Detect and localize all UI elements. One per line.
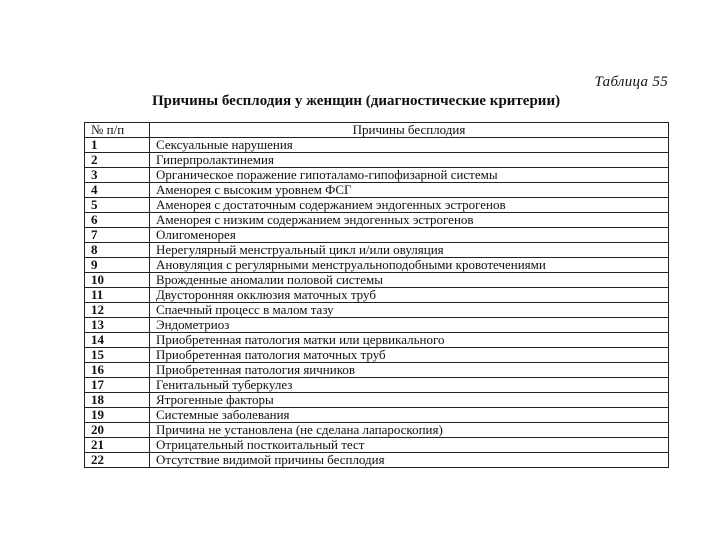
table-row — [85, 168, 669, 183]
table-row — [85, 303, 669, 318]
table-row — [85, 273, 669, 288]
row-number: 2 — [85, 153, 150, 168]
table-row — [85, 348, 669, 363]
header-number: № п/п — [85, 123, 150, 138]
row-cause: Органическое поражение гипоталамо-гипофизарной системы — [150, 168, 669, 183]
row-cause: Олигоменорея — [150, 228, 669, 243]
row-cause: Аменорея с достаточным содержанием эндогенных эстрогенов — [150, 198, 669, 213]
header-cause: Причины бесплодия — [150, 123, 669, 138]
row-cause: Двусторонняя окклюзия маточных труб — [150, 288, 669, 303]
row-cause: Сексуальные нарушения — [150, 138, 669, 153]
row-number: 14 — [85, 333, 150, 348]
row-cause: Аменорея с низким содержанием эндогенных эстрогенов — [150, 213, 669, 228]
row-cause: Спаечный процесс в малом тазу — [150, 303, 669, 318]
row-number: 5 — [85, 198, 150, 213]
table-row — [85, 438, 669, 453]
row-number: 4 — [85, 183, 150, 198]
table-row — [85, 243, 669, 258]
row-number: 7 — [85, 228, 150, 243]
row-cause: Причина не установлена (не сделана лапароскопия) — [150, 423, 669, 438]
table-row — [85, 258, 669, 273]
row-cause: Отсутствие видимой причины бесплодия — [150, 453, 669, 468]
row-cause: Ановуляция с регулярными менструальноподобными кровотечениями — [150, 258, 669, 273]
row-number: 3 — [85, 168, 150, 183]
table-row — [85, 423, 669, 438]
row-number: 11 — [85, 288, 150, 303]
row-number: 19 — [85, 408, 150, 423]
row-number: 12 — [85, 303, 150, 318]
table-row — [85, 363, 669, 378]
row-number: 15 — [85, 348, 150, 363]
table-row — [85, 333, 669, 348]
row-number: 8 — [85, 243, 150, 258]
table-caption: Причины бесплодия у женщин (диагностические критерии) — [152, 93, 561, 109]
row-number: 1 — [85, 138, 150, 153]
row-cause: Нерегулярный менструальный цикл и/или овуляция — [150, 243, 669, 258]
row-number: 13 — [85, 318, 150, 333]
row-number: 6 — [85, 213, 150, 228]
row-cause: Гиперпролактинемия — [150, 153, 669, 168]
row-cause: Аменорея с высоким уровнем ФСГ — [150, 183, 669, 198]
table-number-label: Таблица 55 — [594, 74, 668, 90]
table-row — [85, 153, 669, 168]
row-number: 17 — [85, 378, 150, 393]
row-cause: Эндометриоз — [150, 318, 669, 333]
table-row — [85, 183, 669, 198]
row-number: 10 — [85, 273, 150, 288]
table-row — [85, 393, 669, 408]
row-cause: Генитальный туберкулез — [150, 378, 669, 393]
table-row — [85, 228, 669, 243]
row-number: 22 — [85, 453, 150, 468]
row-cause: Системные заболевания — [150, 408, 669, 423]
row-cause: Приобретенная патология маточных труб — [150, 348, 669, 363]
table-header-row — [85, 123, 669, 138]
infertility-causes-table — [84, 122, 669, 468]
table-row — [85, 288, 669, 303]
row-cause: Приобретенная патология матки или цервикального — [150, 333, 669, 348]
row-cause: Врожденные аномалии половой системы — [150, 273, 669, 288]
row-number: 21 — [85, 438, 150, 453]
table-row — [85, 318, 669, 333]
row-number: 16 — [85, 363, 150, 378]
table-row — [85, 213, 669, 228]
table-row — [85, 198, 669, 213]
table-row — [85, 138, 669, 153]
row-number: 20 — [85, 423, 150, 438]
table-row — [85, 408, 669, 423]
row-cause: Отрицательный посткоитальный тест — [150, 438, 669, 453]
table-row — [85, 378, 669, 393]
row-cause: Приобретенная патология яичников — [150, 363, 669, 378]
table-row — [85, 453, 669, 468]
row-cause: Ятрогенные факторы — [150, 393, 669, 408]
row-number: 18 — [85, 393, 150, 408]
row-number: 9 — [85, 258, 150, 273]
